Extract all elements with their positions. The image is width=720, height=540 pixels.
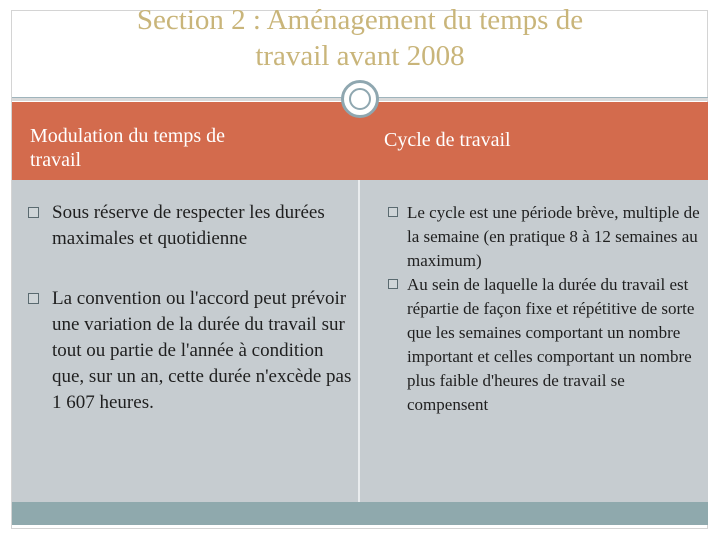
checkbox-bullet-icon [388, 279, 398, 289]
right-bullet-list [388, 201, 703, 417]
bullet-text: La convention ou l'accord peut prévoir une variation de la durée du travail sur tout ou partie de l'année à condition que, sur un an, cette durée n'excède pas 1 607 heures. [52, 288, 352, 413]
bullet-text: Au sein de laquelle la durée du travail est répartie de façon fixe et répétitive de sorte que les semaines comportant un nombre important et celles comportant un nombre plus faible d'heures de travail se compensent [407, 275, 695, 414]
checkbox-bullet-icon [388, 207, 398, 217]
bullet-text: Le cycle est une période brève, multiple de la semaine (en pratique 8 à 12 semaines au maximum) [407, 203, 700, 270]
column-divider [358, 180, 360, 502]
list-item [28, 286, 358, 416]
list-item [388, 273, 703, 417]
bullet-text: Sous réserve de respecter les durées maximales et quotidienne [52, 202, 325, 249]
left-bullet-list [28, 200, 358, 416]
table-footer-band [12, 502, 708, 525]
left-column-heading [30, 124, 225, 172]
left-heading-line-1: Modulation du temps de [30, 125, 225, 147]
checkbox-bullet-icon [28, 293, 39, 304]
list-item [28, 200, 358, 252]
right-column-heading: Cycle de travail [384, 129, 511, 151]
checkbox-bullet-icon [28, 207, 39, 218]
slide-title [12, 2, 708, 74]
list-item [388, 201, 703, 273]
left-heading-line-2: travail [30, 149, 82, 171]
slide-title-line-1: Section 2 : Aménagement du temps de [136, 4, 584, 36]
slide-title-line-2: travail avant 2008 [255, 40, 465, 72]
ring-icon [341, 80, 379, 118]
